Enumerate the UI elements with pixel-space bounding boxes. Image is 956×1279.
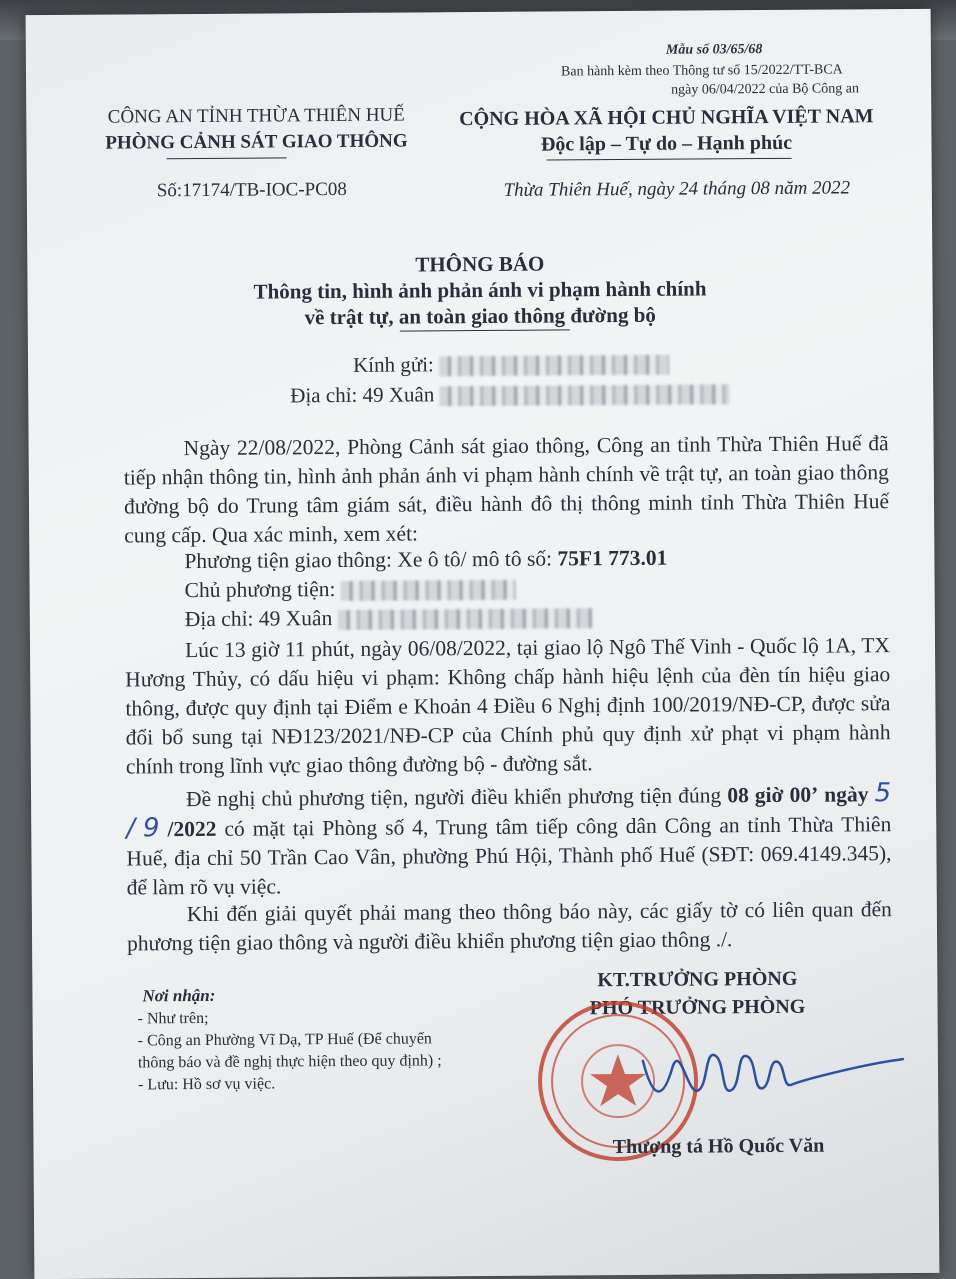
appointment-year: /2022: [167, 816, 217, 842]
appointment-time: 08 giờ 00’: [727, 782, 819, 808]
recipients-item-3: - Lưu: Hồ sơ vụ việc.: [138, 1075, 276, 1094]
body-paragraph-2: Lúc 13 giờ 11 phút, ngày 06/08/2022, tại giao lộ Ngô Thế Vinh - Quốc lộ 1A, TX Hương Thủy, có dấu hiệu vi phạm: Không chấp hành hiệu lệnh của đèn tín hiệu giao thông, được quy định tại Điểm e Khoản 4 Điều 6 Nghị định 100/2019/NĐ-CP, được sửa đổi bổ sung tại NĐ123/2021/NĐ-CP của Chính phủ quy định xử phạt vi phạm hành chính trong lĩnh vực giao thông đường bộ - đường sắt.: [125, 633, 891, 779]
recipients-item-2b: thông báo và đề nghị thực hiện theo quy định) ;: [137, 1052, 442, 1072]
appointment-details: có mặt tại Phòng số 4, Trung tâm tiếp công dân Công an tỉnh Thừa Thiên Huế, địa chỉ 50 Trần Cao Vân, phường Phú Hội, Thành phố Huế (SĐT: 069.4149.345), để làm rõ vụ việc.: [126, 812, 892, 900]
recipients-item-1: - Như trên;: [137, 1009, 209, 1028]
handwritten-signature: [633, 1039, 913, 1111]
signature-position: PHÓ TRƯỞNG PHÒNG: [589, 995, 806, 1020]
agency-unit: PHÒNG CẢNH SÁT GIAO THÔNG: [105, 130, 408, 154]
vehicle-label: Phương tiện giao thông: Xe ô tô/ mô tô số:: [184, 546, 553, 574]
vehicle-line: [184, 546, 667, 574]
redacted-owner-name: [341, 580, 516, 601]
notice-title: THÔNG BÁO: [415, 251, 545, 277]
recipients-heading: Nơi nhận:: [142, 985, 216, 1006]
document-page: [26, 9, 940, 1279]
agency-underline: [167, 157, 287, 159]
recipient-address-label: Địa chỉ: 49 Xuân: [290, 382, 435, 408]
nation-name: CỘNG HÒA XÃ HỘI CHỦ NGHĨA VIỆT NAM: [459, 105, 874, 131]
recipient-address: [290, 380, 729, 408]
agency-parent: CÔNG AN TỈNH THỪA THIÊN HUẾ: [107, 104, 405, 128]
handwritten-slash: /: [126, 813, 136, 844]
body-paragraph-4: Khi đến giải quyết phải mang theo thông báo này, các giấy tờ có liên quan đến phương tiện giao thông và người điều khiển phương tiện giao thông ./.: [126, 897, 892, 956]
redacted-owner-address: [338, 608, 593, 630]
notice-subtitle-line2: về trật tự, an toàn giao thông đường bộ: [304, 302, 656, 330]
body-paragraph-3: [126, 779, 892, 902]
handwritten-day: 5: [874, 778, 892, 809]
signature-kt: KT.TRƯỞNG PHÒNG: [597, 967, 798, 992]
owner-address-label: Địa chỉ: 49 Xuân: [184, 606, 333, 632]
place-date: Thừa Thiên Huế, ngày 24 tháng 08 năm 2022: [503, 177, 851, 201]
appointment-day-label: ngày: [824, 782, 869, 807]
vehicle-plate: 75F1 773.01: [557, 545, 668, 571]
redacted-recipient-address: [439, 384, 729, 406]
signer-name: Thượng tá Hồ Quốc Văn: [612, 1134, 825, 1159]
redacted-recipient-name: [439, 355, 669, 377]
motto-underline: [547, 158, 792, 161]
appointment-intro: Đề nghị chủ phương tiện, người điều khiển phương tiện đúng: [185, 783, 722, 812]
handwritten-month: 9: [142, 813, 160, 844]
recipient-to-label: Kính gửi:: [352, 352, 434, 377]
owner-line: [185, 576, 516, 603]
owner-address-line: [185, 604, 593, 632]
form-issued-with: Ban hành kèm theo Thông tư số 15/2022/TT-BCA: [560, 62, 843, 80]
recipients-item-2a: - Công an Phường Vĩ Dạ, TP Huế (Để chuyển: [137, 1030, 432, 1050]
owner-label: Chủ phương tiện:: [184, 577, 336, 603]
doc-number: Số:17174/TB-IOC-PC08: [156, 178, 347, 202]
form-number: Mẫu số 03/65/68: [665, 42, 763, 58]
recipient-to: [353, 351, 669, 378]
form-issued-date: ngày 06/04/2022 của Bộ Công an: [671, 81, 859, 98]
nation-motto: Độc lập – Tự do – Hạnh phúc: [540, 131, 793, 156]
notice-subtitle-line1: Thông tin, hình ảnh phản ánh vi phạm hành chính: [253, 276, 707, 304]
body-paragraph-1: Ngày 22/08/2022, Phòng Cảnh sát giao thông, Công an tỉnh Thừa Thiên Huế đã tiếp nhận thông tin, hình ảnh phản ánh vi phạm hành chính về trật tự, an toàn giao thông đường bộ do Trung tâm giám sát, điều hành đô thị thông minh tỉnh Thừa Thiên Huế cung cấp. Qua xác minh, xem xét:: [123, 431, 890, 548]
title-underline: [400, 329, 570, 331]
